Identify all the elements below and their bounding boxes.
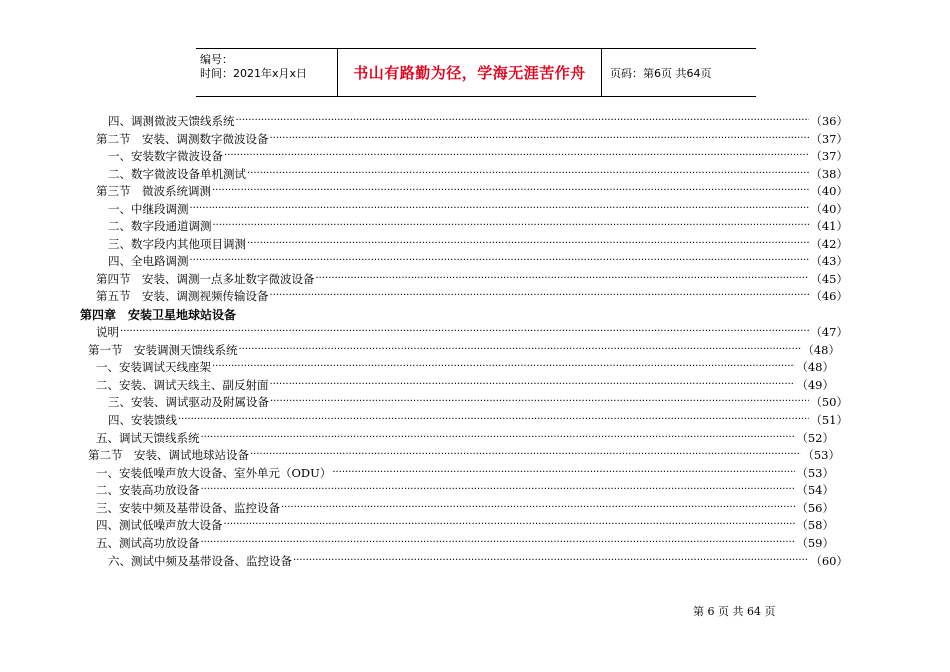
page-footer: 第 6 页 共 64 页	[693, 605, 776, 618]
toc-entry: 三、安装、调试驱动及附属设备 ····· （50）	[108, 393, 848, 410]
toc-entry: 四、全电路调测 ····· （43）	[108, 252, 848, 269]
toc-entry: 二、安装高功放设备 ····· （54）	[96, 481, 834, 498]
toc-entry: 四、测试低噪声放大设备 ····· （58）	[96, 516, 834, 533]
toc-entry: 五、测试高功放设备 ····· （59）	[96, 534, 834, 551]
toc-entry: 五、调试天馈线系统 ····· （52）	[96, 429, 834, 446]
toc-entry: 六、测试中频及基带设备、监控设备 ····· （60）	[108, 552, 848, 569]
toc-entry: 第一节 安装调测天馈线系统 ····· （48）	[88, 341, 840, 358]
toc-entry: 一、中继段调测 ····· （40）	[108, 200, 848, 217]
toc-entry: 四、调测微波天馈线系统 ····· （36）	[108, 112, 848, 129]
toc-entry: 第三节 微波系统调测 ····· （40）	[96, 182, 848, 199]
toc-entry: 第二节 安装、调测数字微波设备 ····· （37）	[96, 130, 848, 147]
toc-entry: 二、安装、调试天线主、副反射面 ····· （49）	[96, 376, 834, 393]
toc-entry: 一、安装数字微波设备 ····· （37）	[108, 147, 848, 164]
header-meta	[196, 49, 338, 96]
toc-entry: 三、数字段内其他项目调测 ····· （42）	[108, 235, 848, 252]
header-motto: 书山有路勤为径，学海无涯苦作舟	[338, 49, 602, 96]
toc-entry: 第二节 安装、调试地球站设备 ····· （53）	[88, 446, 840, 463]
toc-entry: 二、数字段通道调测 ····· （41）	[108, 217, 848, 234]
toc-entry: 第四节 安装、调测一点多址数字微波设备 ····· （45）	[96, 270, 848, 287]
chapter-title: 第四章 安装卫星地球站设备	[80, 308, 237, 322]
toc-entry: 二、数字微波设备单机测试 ····· （38）	[108, 165, 848, 182]
number-label: 编号：	[200, 53, 233, 66]
toc-entry: 一、安装低噪声放大设备、室外单元（ODU） ····· （53）	[96, 464, 834, 481]
toc-entry: 第五节 安装、调测视频传输设备 ····· （46）	[96, 287, 848, 304]
toc-entry: 四、安装馈线 ····· （51）	[108, 411, 848, 428]
time-label: 时间：2021年x月x日	[200, 67, 308, 80]
toc-entry: 说明 ····· （47）	[96, 323, 848, 340]
toc-entry: 一、安装调试天线座架 ····· （48）	[96, 358, 834, 375]
header-page-code: 页码：第6页 共64页	[610, 66, 712, 80]
page-header	[196, 48, 756, 97]
toc-entry: 三、安装中频及基带设备、监控设备 ····· （56）	[96, 499, 834, 516]
